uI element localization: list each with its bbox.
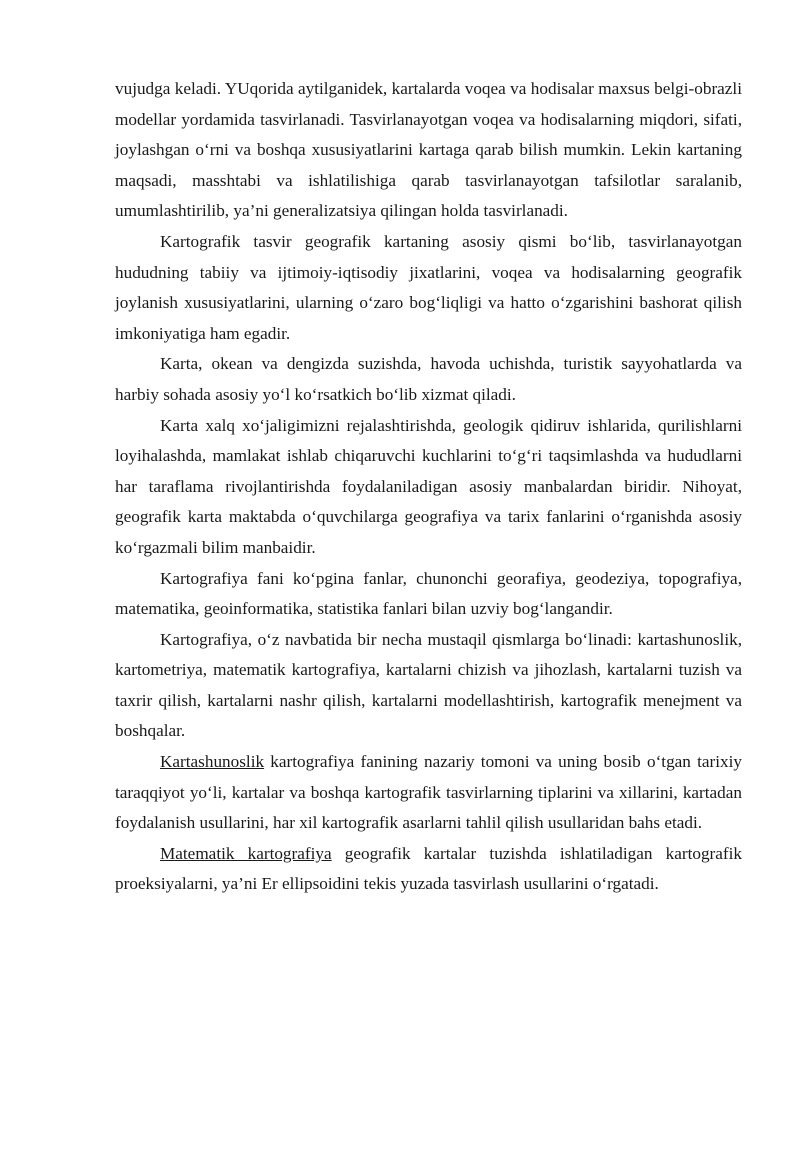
paragraph-text: Karta xalq xo‘jaligimizni rejalashtirishda, geologik qidiruv ishlarida, qurilishlarni loyihalashda, mamlakat ishlab chiqaruvchi kuchlarini to‘g‘ri taqsimlashda va hududlarni har taraflama rivojlantirishda foydalaniladigan asosiy manbalardan biridir. Nihoyat, geografik karta maktabda o‘quvchilarga geografiya va tarix fanlarini o‘rganishda asosiy ko‘rgazmali bilim manbaidir. [115,415,742,557]
paragraph-text: Karta, okean va dengizda suzishda, havoda uchishda, turistik sayyohatlarda va harbiy sohada asosiy yo‘l ko‘rsatkich bo‘lib xizmat qiladi. [115,354,742,404]
paragraph [115,625,742,747]
paragraph-text: vujudga keladi. YUqorida aytilganidek, kartalarda voqea va hodisalar maxsus belgi-obrazli modellar yordamida tasvirlanadi. Tasvirlanayotgan voqea va hodisalarning miqdori, sifati, joylashgan o‘rni va boshqa xususiyatlarini kartaga qarab bilish mumkin. Lekin kartaning maqsadi, masshtabi va ishlatilishiga qarab tasvirlanayotgan tafsilotlar saralanib, umumlashtirilib, ya’ni generalizatsiya qilingan holda tasvirlanadi. [115,79,742,221]
paragraph [115,411,742,564]
paragraph-text: geografik kartalar tuzishda ishlatiladigan kartografik proeksiyalarni, ya’ni Er ellipsoidini tekis yuzada tasvirlash usullarini o‘rgatadi. [115,843,742,894]
paragraph [115,747,742,839]
paragraph [115,74,742,227]
paragraph [115,839,742,900]
paragraph-text: Kartografik tasvir geografik kartaning asosiy qismi bo‘lib, tasvirlanayotgan hududning tabiiy va ijtimoiy-iqtisodiy jixatlarini, voqea va hodisalarning geografik joylanish xususiyatlarini, ularning o‘zaro bog‘liqligi va hatto o‘zgarishini bashorat qilish imkoniyatiga ham egadir. [115,231,742,343]
paragraph-text: Kartografiya fani ko‘pgina fanlar, chunonchi georafiya, geodeziya, topografiya, matematika, geoinformatika, statistika fanlari bilan uzviy bog‘langandir. [115,568,742,619]
paragraph [115,227,742,349]
paragraph-text: kartografiya fanining nazariy tomoni va uning bosib o‘tgan tarixiy taraqqiyot yo‘li, kartalar va boshqa kartografik tasvirlarning tiplarini va xillarini, kartadan foydalanish usullarini, har xil kartografik asarlarni tahlil qilish usullaridan bahs etadi. [115,752,742,833]
paragraph [115,564,742,625]
term-kartashunoslik: Kartashunoslik [160,752,265,772]
document-body [115,74,742,900]
watermark-logo [24,858,356,1152]
paragraph-text: Kartografiya, o‘z navbatida bir necha mustaqil qismlarga bo‘linadi: kartashunoslik, kartometriya, matematik kartografiya, kartalarni chizish va jihozlash, kartalarni tuzish va taxrir qilish, kartalarni nashr qilish, kartalarni modellashtirish, kartografik menejment va boshqalar. [115,629,742,741]
term-matematik-kartografiya: Matematik kartografiya [160,843,332,863]
paragraph [115,349,742,410]
